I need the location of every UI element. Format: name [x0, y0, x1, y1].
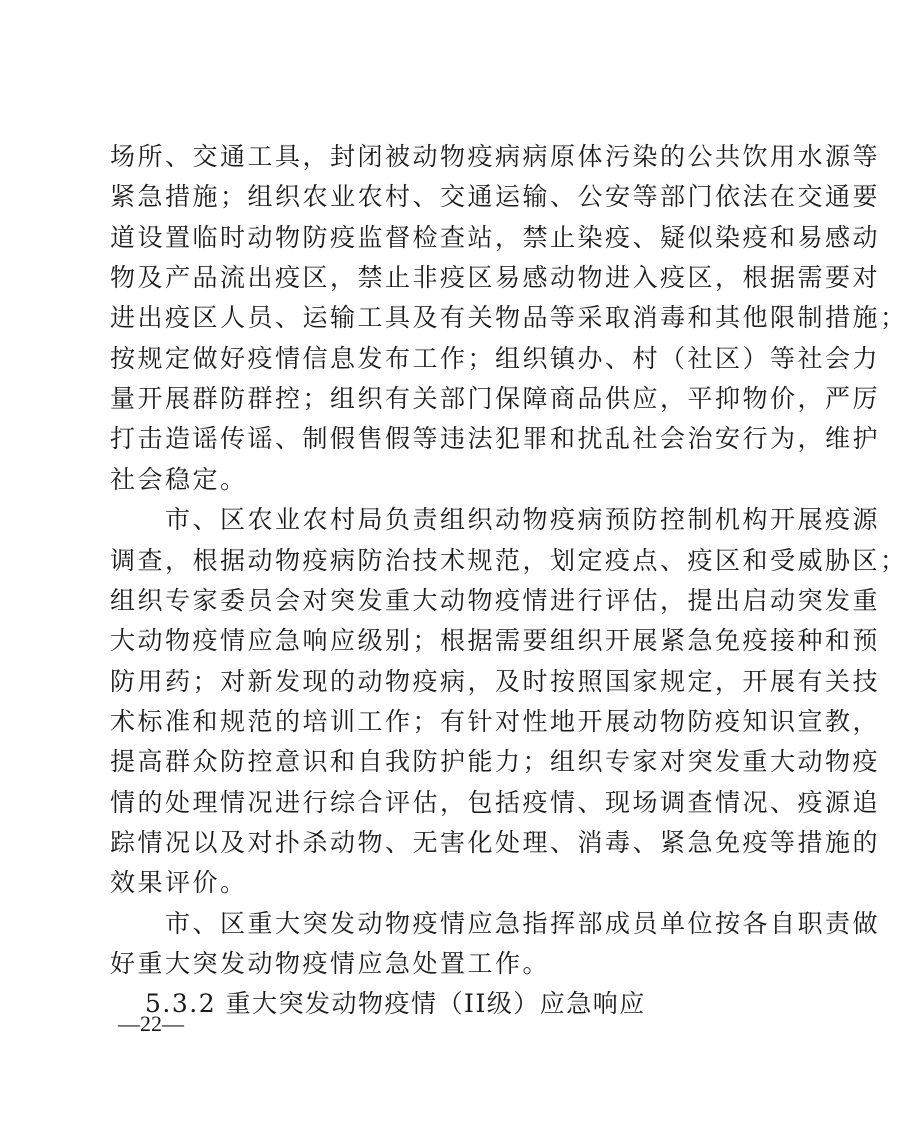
body-text-line: 进出疫区人员、运输工具及有关物品等采取消毒和其他限制措施； — [110, 303, 908, 333]
body-text-line: 社会稳定。 — [110, 464, 248, 494]
body-text-line: 大动物疫情应急响应级别；根据需要组织开展紧急免疫接种和预 — [110, 626, 881, 656]
body-text-line: 术标准和规范的培训工作；有针对性地开展动物防疫知识宣教， — [110, 706, 881, 736]
body-text-line: 打击造谣传谣、制假售假等违法犯罪和扰乱社会治安行为，维护 — [110, 424, 881, 454]
body-text-line: 道设置临时动物防疫监督检查站，禁止染疫、疑似染疫和易感动 — [110, 222, 881, 252]
body-text-line: 调查，根据动物疫病防治技术规范，划定疫点、疫区和受威胁区； — [110, 545, 908, 575]
page-number: —22— — [118, 1011, 184, 1036]
body-text-line: 提高群众防控意识和自我防护能力；组织专家对突发重大动物疫 — [110, 747, 881, 777]
body-text-line: 好重大突发动物疫情应急处置工作。 — [110, 949, 551, 978]
body-text-line: 防用药；对新发现的动物疫病，及时按照国家规定，开展有关技 — [110, 666, 881, 696]
body-text-line: 效果评价。 — [110, 868, 248, 898]
body-text-line: 组织专家委员会对突发重大动物疫情进行评估，提出启动突发重 — [110, 585, 881, 615]
body-text-line: 按规定做好疫情信息发布工作；组织镇办、村（社区）等社会力 — [110, 343, 881, 373]
body-text-line: 场所、交通工具，封闭被动物疫病病原体污染的公共饮用水源等 — [110, 142, 881, 171]
section-heading: 5.3.2 重大突发动物疫情（II级）应急响应 — [145, 989, 646, 1019]
body-text-line: 紧急措施；组织农业农村、交通运输、公安等部门依法在交通要 — [110, 182, 881, 212]
body-text-line: 踪情况以及对扑杀动物、无害化处理、消毒、紧急免疫等措施的 — [110, 827, 881, 857]
body-text-line: 市、区农业农村局负责组织动物疫病预防控制机构开展疫源 — [110, 505, 881, 535]
body-text-line: 情的处理情况进行综合评估，包括疫情、现场调查情况、疫源追 — [110, 787, 881, 817]
body-text-line: 量开展群防群控；组织有关部门保障商品供应，平抑物价，严厉 — [110, 384, 881, 414]
body-text-line: 物及产品流出疫区，禁止非疫区易感动物进入疫区，根据需要对 — [110, 263, 881, 293]
body-text-line: 市、区重大突发动物疫情应急指挥部成员单位按各自职责做 — [110, 908, 881, 938]
